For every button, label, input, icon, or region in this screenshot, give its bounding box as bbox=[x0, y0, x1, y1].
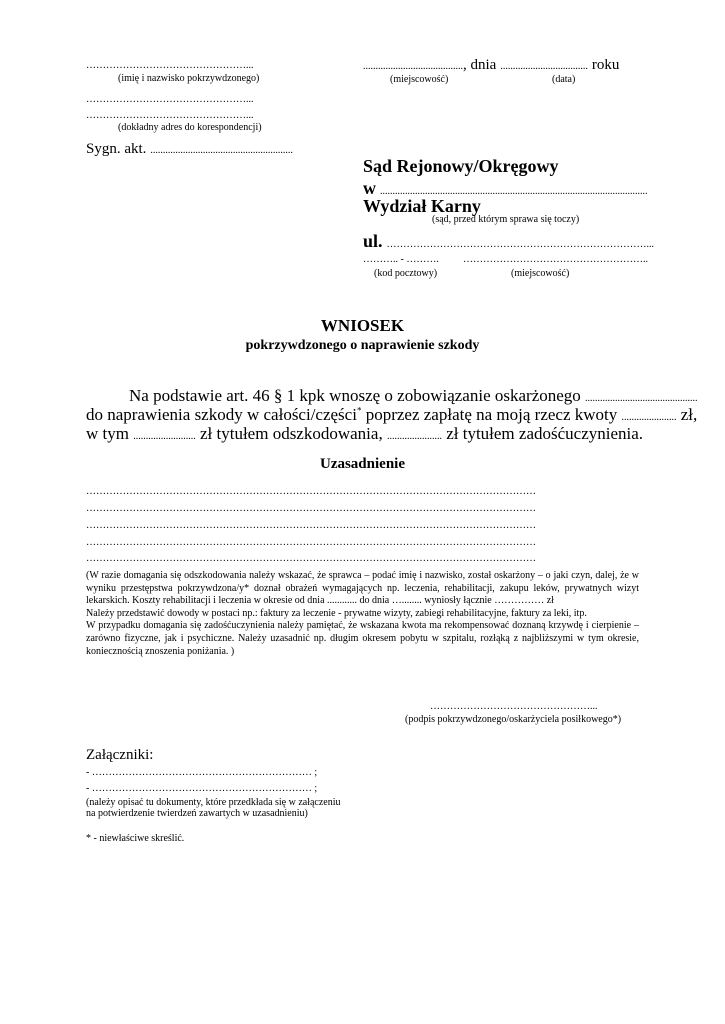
court-ul-label: ul. bbox=[363, 231, 383, 251]
address-line-1: …………………………………………... bbox=[86, 94, 254, 105]
attachment-item: - ………………………………………………………… ; bbox=[86, 783, 318, 794]
body-line-1 bbox=[129, 386, 698, 406]
court-division: Wydział Karny bbox=[363, 196, 481, 216]
name-line: …………………………………………... bbox=[86, 60, 254, 71]
signature-line: …………………………………………... bbox=[430, 701, 598, 712]
instructions-damages: (W razie domagania się odszkodowania należy wskazać, że sprawca – podać imię i nazwisko, został oskarżony – o jaki czyn, dalej, że w wyniku przestępstwa pokrzywdzona/y* doznał obrażeń wymagających np. leczenia, rehabilitacji, zakupu leków, prywatnych wizyt lekarskich. Koszty rehabilitacji i leczenia w okresie od dnia ............ do dnia …........ wyniosły łącznie …………… zł bbox=[86, 570, 639, 607]
body-line-2c: zł, bbox=[676, 405, 698, 424]
court-label: (sąd, przed którym sprawa się toczy) bbox=[432, 214, 580, 225]
case-number bbox=[86, 140, 293, 158]
court-street-line: ……………………………………………………………………... bbox=[386, 239, 655, 250]
body-line-1-dots: ............................................. bbox=[585, 393, 698, 404]
body-line-1-text: Na podstawie art. 46 § 1 kpk wnoszę o zobowiązanie oskarżonego bbox=[129, 386, 581, 405]
reasons-line: ……………………………………………………………………………………………………………………… bbox=[86, 553, 536, 564]
reasons-heading: Uzasadnienie bbox=[319, 456, 405, 472]
body-line-3c: zł tytułem zadośćuczynienia. bbox=[441, 424, 644, 443]
case-number-line: ......................................................... bbox=[150, 145, 293, 156]
body-line-3-dots-1: ......................... bbox=[133, 431, 196, 442]
date-line: ................................... bbox=[500, 61, 588, 72]
court-name: Sąd Rejonowy/Okręgowy bbox=[363, 156, 559, 176]
case-number-label: Sygn. akt. bbox=[86, 141, 147, 157]
signature-label: (podpis pokrzywdzonego/oskarżyciela posiłkowego*) bbox=[405, 714, 622, 725]
postal-label: (kod pocztowy) bbox=[374, 268, 438, 279]
body-line-2 bbox=[86, 405, 697, 425]
court-w-label: w bbox=[363, 178, 376, 198]
place-date-line bbox=[363, 56, 619, 74]
attachments-heading: Załączniki: bbox=[86, 747, 154, 763]
dnia-label: , dnia bbox=[463, 57, 497, 73]
attachments-hint-1: (należy opisać tu dokumenty, które przedkłada się w załączeniu bbox=[86, 797, 341, 808]
body-line-3-dots-2: ...................... bbox=[386, 431, 442, 442]
body-line-3b: zł tytułem odszkodowania, bbox=[195, 424, 383, 443]
court-street bbox=[363, 231, 654, 252]
attachments-hint-2: na potwierdzenie twierdzeń zawartych w uzasadnieniu) bbox=[86, 808, 308, 819]
instructions-evidence: Należy przedstawić dowody w postaci np.: faktury za leczenie - prywatne wizyty, zabiegi rehabilitacyjne, faktury za leki, itp. bbox=[86, 607, 587, 619]
city-label: (miejscowość) bbox=[511, 268, 570, 279]
attachment-item: - ………………………………………………………… ; bbox=[86, 767, 318, 778]
body-line-2-dots: ...................... bbox=[621, 412, 677, 423]
court-city-line: ........................................................................................................... bbox=[380, 186, 648, 197]
place-label: (miejscowość) bbox=[390, 74, 449, 85]
body-line-3a: w tym bbox=[86, 424, 129, 443]
name-label: (imię i nazwisko pokrzywdzonego) bbox=[118, 73, 260, 84]
reasons-instructions bbox=[86, 570, 639, 658]
place-line: ........................................ bbox=[363, 61, 463, 72]
address-label: (dokładny adres do korespondencji) bbox=[118, 122, 262, 133]
document-title: WNIOSEK bbox=[320, 316, 405, 335]
body-line-2b: poprzez zapłatę na moją rzecz kwoty bbox=[361, 405, 618, 424]
instructions-compensation: W przypadku domagania się zadośćuczynienia należy pamiętać, że wskazana kwota ma rekompensować doznaną krzywdę i cierpienie – zarówno fizyczne, jak i psychiczne. Należy uzasadnić np. długim okresem pobytu w szpitalu, rozłąką z najbliższymi w tym okresie, koniecznością znoszenia poniżania. ) bbox=[86, 620, 639, 657]
reasons-line: ……………………………………………………………………………………………………………………… bbox=[86, 503, 536, 514]
footnote: * - niewłaściwe skreślić. bbox=[86, 833, 185, 844]
body-line-3 bbox=[86, 424, 643, 444]
body-line-2a: do naprawienia szkody w całości/części bbox=[86, 405, 357, 424]
postal-line: ……….. - ………. bbox=[363, 254, 439, 265]
document-subtitle: pokrzywdzonego o naprawienie szkody bbox=[245, 338, 480, 353]
reasons-line: ……………………………………………………………………………………………………………………… bbox=[86, 486, 536, 497]
reasons-line: ……………………………………………………………………………………………………………………… bbox=[86, 537, 536, 548]
address-line-2: …………………………………………... bbox=[86, 110, 254, 121]
reasons-line: ……………………………………………………………………………………………………………………… bbox=[86, 520, 536, 531]
city-line: ……………………………………………….. bbox=[463, 254, 648, 265]
roku-label: roku bbox=[591, 57, 620, 73]
body-star: * bbox=[356, 405, 362, 416]
date-label: (data) bbox=[552, 74, 576, 85]
